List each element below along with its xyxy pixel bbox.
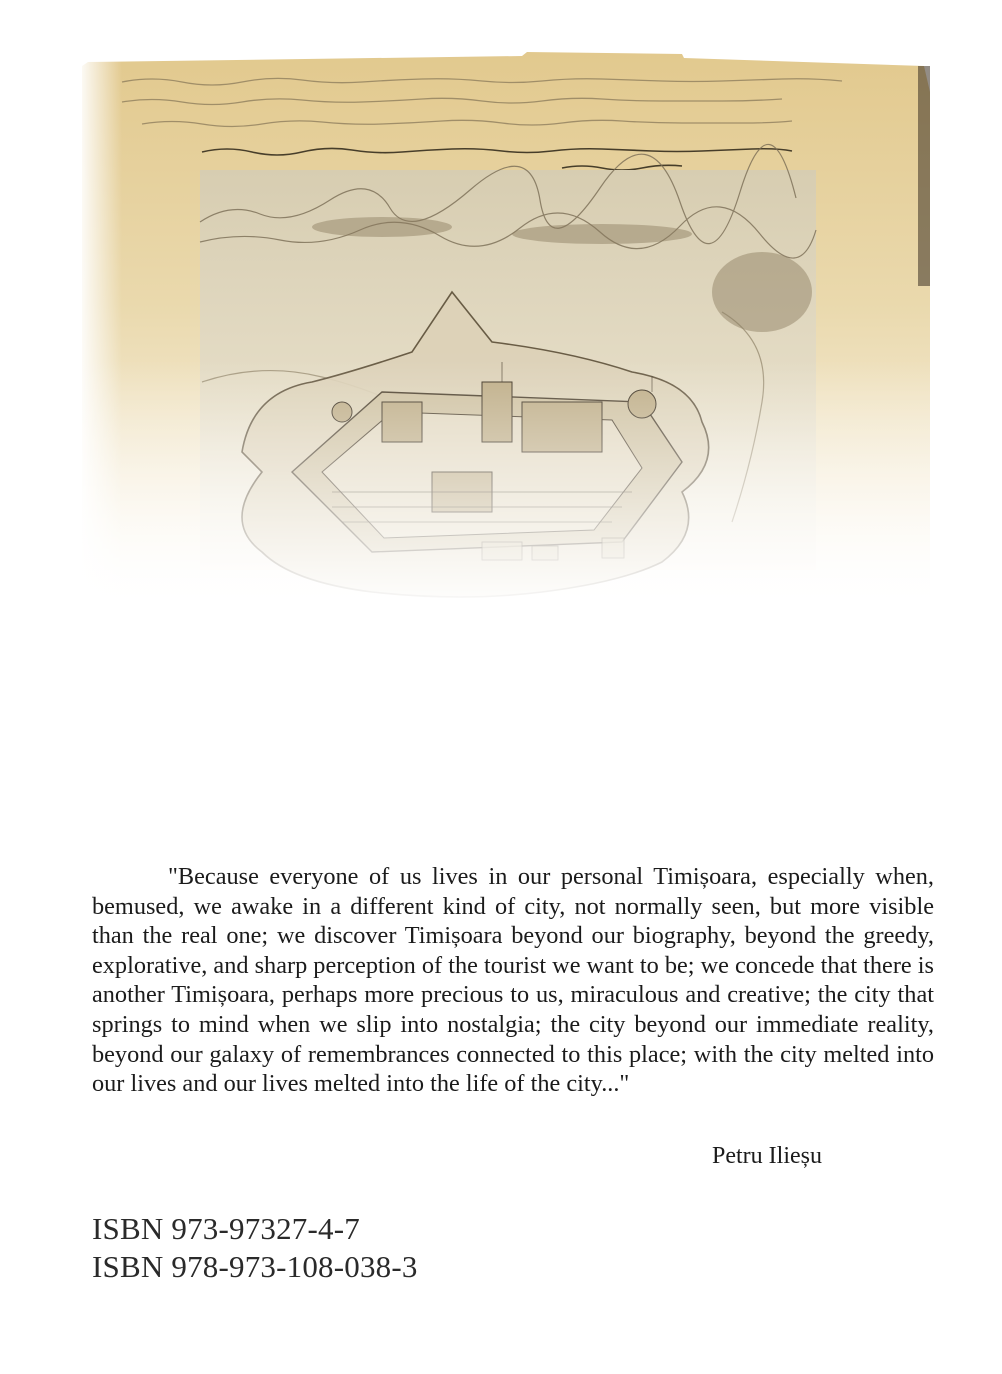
- quote-text: "Because everyone of us lives in our personal Timișoara, especially when, bemused, we awake in a different kind of city, not normally seen, but more visible than the real one; we discover Timișoara beyond our biography, beyond the greedy, explorative, and sharp perception of the tourist we want to be; we concede that there is another Timișoara, perhaps more precious to us, miraculous and creative; the city that springs to mind when we slip into nostalgia; the city beyond our immediate reality, beyond our galaxy of remembrances connected to this place; with the city melted into our lives and our lives melted into the life of the city...": [92, 863, 934, 1098]
- fortress-engraving-icon: [82, 52, 932, 612]
- isbn-line-1: ISBN 973-97327-4-7: [92, 1211, 360, 1246]
- quote-author: Petru Ilieșu: [712, 1143, 822, 1169]
- isbn-line-2: ISBN 978-973-108-038-3: [92, 1249, 418, 1284]
- isbn-block: [92, 1210, 418, 1286]
- fortress-engraving-image: [82, 52, 932, 612]
